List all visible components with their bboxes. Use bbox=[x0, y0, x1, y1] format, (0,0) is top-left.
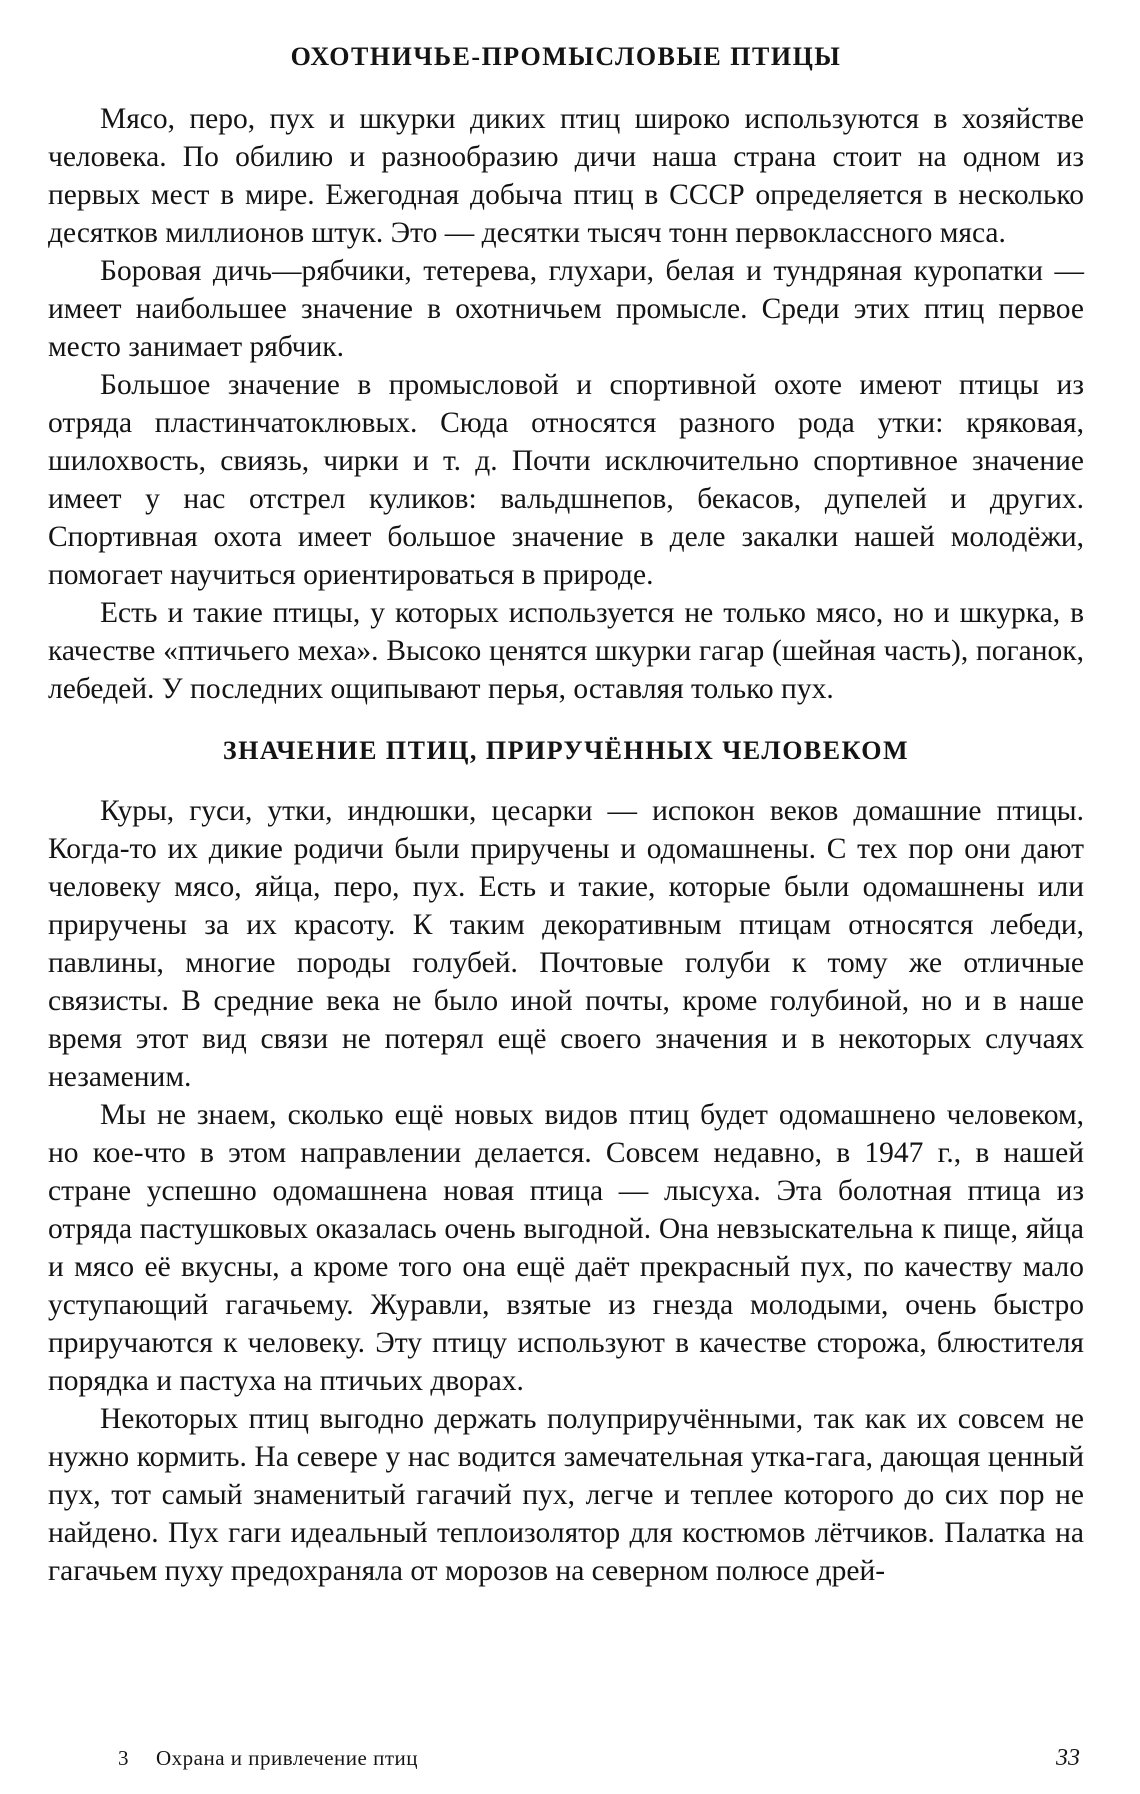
page-number: 33 bbox=[1056, 1745, 1080, 1771]
paragraph: Боровая дичь—рябчики, тетерева, глухари, белая и тундряная куропатки — имеет наибольшее значение в охотничьем промысле. Среди этих птиц первое место занимает рябчик. bbox=[48, 255, 1084, 363]
paragraph: Некоторых птиц выгодно держать полуприручёнными, так как их совсем не нужно кормить. На севере у нас водится замечательная утка-гага, дающая ценный пух, тот самый знаменитый гагачий пух, легче и теплее которого до сих пор не найдено. Пух гаги идеальный теплоизолятор для костюмов лётчиков. Палатка на гагачьем пуху предохраняла от морозов на северном полюсе дрей- bbox=[48, 1403, 1084, 1587]
paragraph: Есть и такие птицы, у которых используется не только мясо, но и шкурка, в качестве «птичьего меха». Высоко ценятся шкурки гагар (шейная часть), поганок, лебедей. У последних ощипывают перья, оставляя только пух. bbox=[48, 597, 1084, 705]
section-hunting-birds bbox=[48, 40, 1084, 708]
section-domesticated-birds bbox=[48, 734, 1084, 1590]
running-title: Охрана и привлечение птиц bbox=[156, 1746, 418, 1770]
section-heading: ЗНАЧЕНИЕ ПТИЦ, ПРИРУЧЁННЫХ ЧЕЛОВЕКОМ bbox=[222, 736, 910, 765]
paragraph: Мы не знаем, сколько ещё новых видов птиц будет одомашнено человеком, но кое-что в этом направлении делается. Совсем недавно, в 1947 г., в нашей стране успешно одомашнена новая птица — лысуха. Эта болотная птица из отряда пастушковых оказалась очень выгодной. Она невзыскательна к пище, яйца и мясо её вкусны, а кроме того она ещё даёт прекрасный пух, по качеству мало уступающий гагачьему. Журавли, взятые из гнезда молодыми, очень быстро приручаются к человеку. Эту птицу используют в качестве сторожа, блюстителя порядка и пастуха на птичьих дворах. bbox=[48, 1099, 1084, 1397]
paragraph: Большое значение в промысловой и спортивной охоте имеют птицы из отряда пластинчатоклювых. Сюда относятся разного рода утки: кряковая, шилохвость, свиязь, чирки и т. д. Почти исключительно спортивное значение имеет у нас отстрел куликов: вальдшнепов, бекасов, дупелей и других. Спортивная охота имеет большое значение в деле закалки нашей молодёжи, помогает научиться ориентироваться в природе. bbox=[48, 369, 1084, 591]
section-heading: ОХОТНИЧЬЕ-ПРОМЫСЛОВЫЕ ПТИЦЫ bbox=[290, 42, 842, 71]
paragraph: Куры, гуси, утки, индюшки, цесарки — испокон веков домашние птицы. Когда-то их дикие родичи были приручены и одомашнены. С тех пор они дают человеку мясо, яйца, перо, пух. Есть и такие, которые были одомашнены или приручены за их красоту. К таким декоративным птицам относятся лебеди, павлины, многие породы голубей. Почтовые голуби к тому же отличные связисты. В средние века не было иной почты, кроме голубиной, но и в наше время этот вид связи не потерял ещё своего значения и в некоторых случаях незаменим. bbox=[48, 795, 1084, 1093]
page-footer bbox=[118, 1744, 1080, 1772]
paragraph: Мясо, перо, пух и шкурки диких птиц широко используются в хозяйстве человека. По обилию и разнообразию дичи наша страна стоит на одном из первых мест в мире. Ежегодная добыча птиц в СССР определяется в несколько десятков миллионов штук. Это — десятки тысяч тонн первоклассного мяса. bbox=[48, 103, 1084, 249]
book-page bbox=[48, 40, 1084, 1590]
running-footer bbox=[118, 1744, 418, 1772]
signature-mark: 3 bbox=[118, 1746, 129, 1770]
